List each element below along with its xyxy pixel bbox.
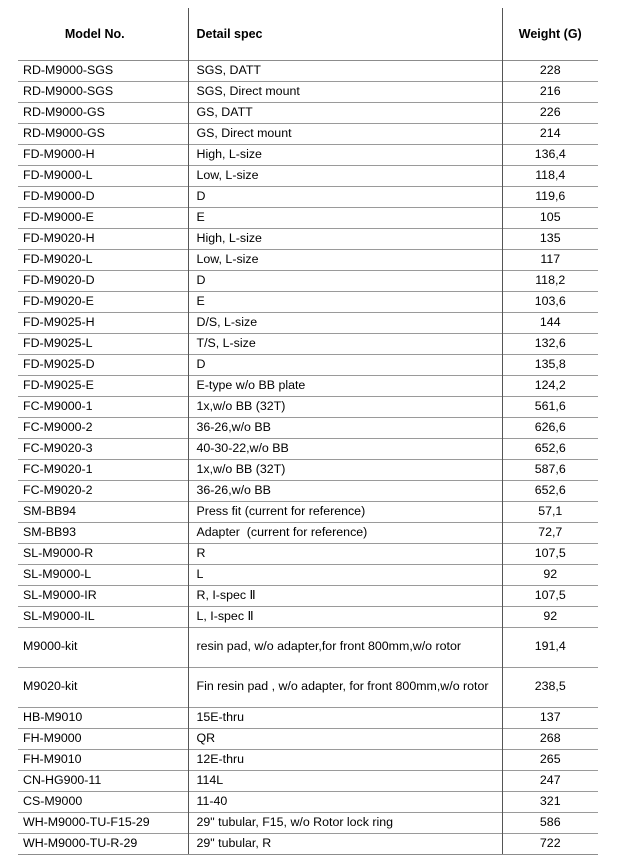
table-row (18, 144, 598, 165)
cell-model-no: FC-M9000-2 (18, 417, 188, 438)
cell-detail-spec: Press fit (current for reference) (188, 501, 502, 522)
column-header-model-no: Model No. (18, 8, 188, 60)
cell-weight: 103,6 (502, 291, 598, 312)
table-row (18, 123, 598, 144)
table-row (18, 564, 598, 585)
cell-weight: 132,6 (502, 333, 598, 354)
cell-weight: 652,6 (502, 480, 598, 501)
cell-weight: 118,4 (502, 165, 598, 186)
cell-detail-spec: E-type w/o BB plate (188, 375, 502, 396)
cell-detail-spec: GS, Direct mount (188, 123, 502, 144)
cell-detail-spec: 11-40 (188, 791, 502, 812)
cell-detail-spec: Low, L-size (188, 249, 502, 270)
cell-weight: 722 (502, 833, 598, 854)
table-row (18, 228, 598, 249)
cell-model-no: FD-M9025-H (18, 312, 188, 333)
table-row (18, 543, 598, 564)
cell-model-no: FC-M9020-1 (18, 459, 188, 480)
cell-weight: 228 (502, 60, 598, 81)
cell-detail-spec: 114L (188, 770, 502, 791)
cell-weight: 265 (502, 749, 598, 770)
cell-model-no: FD-M9020-D (18, 270, 188, 291)
cell-detail-spec: D (188, 270, 502, 291)
cell-weight: 247 (502, 770, 598, 791)
cell-detail-spec: resin pad, w/o adapter,for front 800mm,w/o rotor (188, 627, 502, 667)
cell-detail-spec: E (188, 207, 502, 228)
cell-model-no: M9000-kit (18, 627, 188, 667)
cell-weight: 652,6 (502, 438, 598, 459)
cell-model-no: SM-BB93 (18, 522, 188, 543)
table-row (18, 667, 598, 707)
cell-model-no: FC-M9020-2 (18, 480, 188, 501)
cell-weight: 144 (502, 312, 598, 333)
table-row (18, 270, 598, 291)
cell-model-no: FD-M9020-E (18, 291, 188, 312)
cell-detail-spec: R (188, 543, 502, 564)
cell-weight: 135 (502, 228, 598, 249)
table-row (18, 417, 598, 438)
cell-model-no: WH-M9000-TU-R-29 (18, 833, 188, 854)
cell-detail-spec: D (188, 186, 502, 207)
table-header (18, 8, 598, 60)
cell-weight: 214 (502, 123, 598, 144)
cell-model-no: FH-M9000 (18, 728, 188, 749)
cell-detail-spec: 29" tubular, F15, w/o Rotor lock ring (188, 812, 502, 833)
table-row (18, 354, 598, 375)
table-row (18, 770, 598, 791)
cell-detail-spec: E (188, 291, 502, 312)
table-row (18, 707, 598, 728)
table-row (18, 627, 598, 667)
cell-model-no: CS-M9000 (18, 791, 188, 812)
cell-model-no: FC-M9000-1 (18, 396, 188, 417)
cell-weight: 118,2 (502, 270, 598, 291)
cell-detail-spec: SGS, DATT (188, 60, 502, 81)
cell-model-no: FD-M9000-L (18, 165, 188, 186)
cell-weight: 268 (502, 728, 598, 749)
cell-model-no: WH-M9000-TU-F15-29 (18, 812, 188, 833)
cell-model-no: SL-M9000-R (18, 543, 188, 564)
cell-detail-spec: 36-26,w/o BB (188, 417, 502, 438)
table-row (18, 480, 598, 501)
cell-model-no: SL-M9000-L (18, 564, 188, 585)
cell-model-no: M9020-kit (18, 667, 188, 707)
table-row (18, 749, 598, 770)
cell-model-no: SL-M9000-IR (18, 585, 188, 606)
cell-model-no: SL-M9000-IL (18, 606, 188, 627)
table-row (18, 291, 598, 312)
cell-detail-spec: 1x,w/o BB (32T) (188, 459, 502, 480)
cell-detail-spec: 15E-thru (188, 707, 502, 728)
cell-model-no: FD-M9000-H (18, 144, 188, 165)
cell-weight: 586 (502, 812, 598, 833)
table-row (18, 833, 598, 854)
table-body (18, 60, 598, 854)
cell-detail-spec: T/S, L-size (188, 333, 502, 354)
table-row (18, 728, 598, 749)
table-row (18, 522, 598, 543)
table-row (18, 60, 598, 81)
cell-weight: 587,6 (502, 459, 598, 480)
cell-weight: 238,5 (502, 667, 598, 707)
cell-model-no: FD-M9020-L (18, 249, 188, 270)
cell-detail-spec: R, I-spec Ⅱ (188, 585, 502, 606)
cell-weight: 92 (502, 564, 598, 585)
table-row (18, 186, 598, 207)
cell-weight: 92 (502, 606, 598, 627)
table-row (18, 396, 598, 417)
cell-model-no: FH-M9010 (18, 749, 188, 770)
table-row (18, 165, 598, 186)
column-header-detail-spec: Detail spec (188, 8, 502, 60)
cell-model-no: RD-M9000-SGS (18, 60, 188, 81)
cell-model-no: FD-M9025-D (18, 354, 188, 375)
column-header-weight: Weight (G) (502, 8, 598, 60)
cell-model-no: FD-M9025-E (18, 375, 188, 396)
table-row (18, 249, 598, 270)
cell-detail-spec: High, L-size (188, 228, 502, 249)
cell-model-no: HB-M9010 (18, 707, 188, 728)
cell-weight: 135,8 (502, 354, 598, 375)
cell-detail-spec: QR (188, 728, 502, 749)
cell-weight: 136,4 (502, 144, 598, 165)
cell-model-no: FC-M9020-3 (18, 438, 188, 459)
cell-weight: 107,5 (502, 543, 598, 564)
cell-weight: 119,6 (502, 186, 598, 207)
table-row (18, 207, 598, 228)
cell-detail-spec: Adapter (current for reference) (188, 522, 502, 543)
table-row (18, 81, 598, 102)
cell-detail-spec: Low, L-size (188, 165, 502, 186)
cell-model-no: CN-HG900-11 (18, 770, 188, 791)
table-row (18, 459, 598, 480)
table-row (18, 606, 598, 627)
cell-detail-spec: D/S, L-size (188, 312, 502, 333)
table-row (18, 438, 598, 459)
cell-detail-spec: L, I-spec Ⅱ (188, 606, 502, 627)
cell-weight: 216 (502, 81, 598, 102)
cell-weight: 321 (502, 791, 598, 812)
cell-weight: 107,5 (502, 585, 598, 606)
cell-weight: 117 (502, 249, 598, 270)
cell-model-no: RD-M9000-GS (18, 123, 188, 144)
table-row (18, 791, 598, 812)
cell-detail-spec: D (188, 354, 502, 375)
table-row (18, 812, 598, 833)
cell-model-no: FD-M9020-H (18, 228, 188, 249)
cell-detail-spec: 40-30-22,w/o BB (188, 438, 502, 459)
cell-weight: 57,1 (502, 501, 598, 522)
cell-model-no: SM-BB94 (18, 501, 188, 522)
cell-detail-spec: SGS, Direct mount (188, 81, 502, 102)
table-row (18, 501, 598, 522)
table-row (18, 375, 598, 396)
component-weight-spec-table (18, 8, 598, 855)
table-row (18, 312, 598, 333)
cell-detail-spec: L (188, 564, 502, 585)
cell-weight: 561,6 (502, 396, 598, 417)
table-row (18, 102, 598, 123)
cell-weight: 124,2 (502, 375, 598, 396)
cell-weight: 626,6 (502, 417, 598, 438)
cell-detail-spec: 12E-thru (188, 749, 502, 770)
cell-weight: 137 (502, 707, 598, 728)
table-row (18, 585, 598, 606)
cell-weight: 105 (502, 207, 598, 228)
cell-detail-spec: 36-26,w/o BB (188, 480, 502, 501)
cell-model-no: RD-M9000-SGS (18, 81, 188, 102)
cell-model-no: FD-M9000-D (18, 186, 188, 207)
cell-model-no: FD-M9000-E (18, 207, 188, 228)
cell-detail-spec: 29" tubular, R (188, 833, 502, 854)
cell-detail-spec: High, L-size (188, 144, 502, 165)
cell-detail-spec: 1x,w/o BB (32T) (188, 396, 502, 417)
cell-model-no: FD-M9025-L (18, 333, 188, 354)
header-row (18, 8, 598, 60)
cell-detail-spec: GS, DATT (188, 102, 502, 123)
cell-weight: 191,4 (502, 627, 598, 667)
cell-detail-spec: Fin resin pad , w/o adapter, for front 800mm,w/o rotor (188, 667, 502, 707)
cell-model-no: RD-M9000-GS (18, 102, 188, 123)
table-row (18, 333, 598, 354)
cell-weight: 72,7 (502, 522, 598, 543)
cell-weight: 226 (502, 102, 598, 123)
